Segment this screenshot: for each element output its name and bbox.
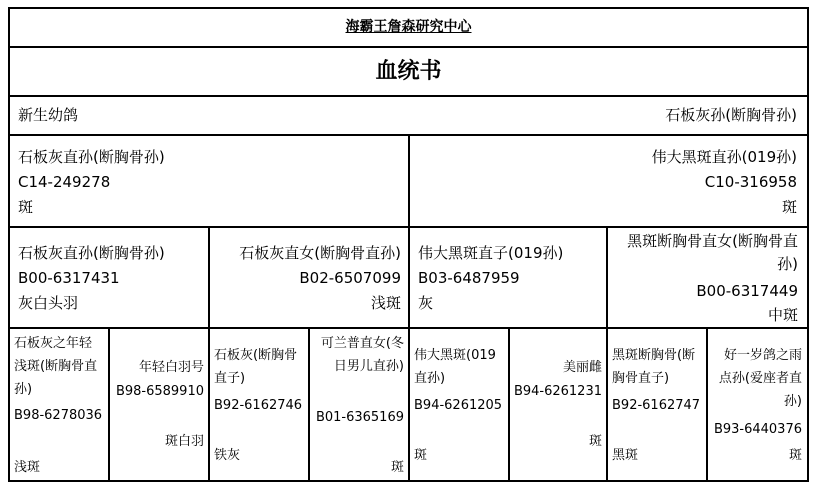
divider — [108, 327, 110, 482]
g3-0-ring: B98-6278036 — [14, 408, 103, 423]
g3-1-color: 斑白羽 — [164, 434, 204, 449]
g3-2-color: 铁灰 — [214, 448, 241, 463]
sd-desc: 石板灰直女(断胸骨直孙) — [239, 244, 401, 262]
g3-6-desc: 黑斑断胸骨(断胸骨直子) — [612, 348, 696, 386]
g3-2-desc: 石板灰(断胸骨直子) — [214, 348, 298, 386]
ss-desc: 石板灰直孙(断胸骨孙) — [18, 244, 165, 262]
divider — [308, 327, 310, 482]
dam-color: 斑 — [781, 198, 797, 216]
divider — [408, 134, 410, 482]
divider — [8, 95, 809, 97]
g3-4-ring: B94-6261205 — [414, 398, 503, 413]
sd-color: 浅斑 — [370, 294, 401, 312]
g3-1-ring: B98-6589910 — [115, 384, 204, 399]
g3-7-ring: B93-6440376 — [713, 422, 802, 437]
dd-ring: B00-6317449 — [696, 282, 798, 300]
ss-color: 灰白头羽 — [18, 294, 79, 312]
bird-name: 新生幼鸽 — [18, 106, 79, 124]
g3-4-color: 斑 — [414, 448, 428, 463]
sd-ring: B02-6507099 — [299, 269, 401, 287]
bird-lineage: 石板灰孙(断胸骨孙) — [665, 106, 797, 124]
g3-5-desc: 美丽雌 — [562, 360, 602, 375]
sire-color: 斑 — [18, 198, 34, 216]
document-title: 血统书 — [375, 59, 442, 84]
dam-ring: C10-316958 — [704, 173, 797, 191]
g3-0-desc: 石板灰之年轻浅斑(断胸骨直孙) — [14, 336, 98, 397]
divider — [208, 226, 210, 482]
divider — [508, 327, 510, 482]
dd-color: 中斑 — [767, 306, 798, 324]
g3-1-desc: 年轻白羽号 — [138, 360, 204, 375]
sire-desc: 石板灰直孙(断胸骨孙) — [18, 148, 165, 166]
g3-6-color: 黑斑 — [612, 448, 639, 463]
dd-desc: 黑斑断胸骨直女(断胸骨直孙) — [627, 232, 798, 273]
g3-3-color: 斑 — [390, 460, 404, 475]
org-name: 海霸王詹森研究中心 — [345, 19, 472, 35]
g3-2-ring: B92-6162746 — [214, 398, 303, 413]
ds-desc: 伟大黑斑直子(019孙) — [418, 244, 564, 262]
g3-4-desc: 伟大黑斑(019直孙) — [414, 348, 496, 386]
g3-5-ring: B94-6261231 — [513, 384, 602, 399]
g3-7-color: 斑 — [788, 448, 802, 463]
g3-3-ring: B01-6365169 — [315, 410, 404, 425]
g3-0-color: 浅斑 — [14, 460, 41, 475]
dam-desc: 伟大黑斑直孙(019孙) — [651, 148, 797, 166]
divider — [606, 226, 608, 482]
sire-ring: C14-249278 — [18, 173, 111, 191]
g3-6-ring: B92-6162747 — [612, 398, 701, 413]
g3-5-color: 斑 — [588, 434, 602, 449]
g3-3-desc: 可兰普直女(冬日男儿直孙) — [320, 336, 404, 374]
ss-ring: B00-6317431 — [18, 269, 120, 287]
g3-7-desc: 好一岁鸽之雨点孙(爱座者直孙) — [718, 348, 802, 409]
ds-ring: B03-6487959 — [418, 269, 520, 287]
ds-color: 灰 — [418, 294, 434, 312]
divider — [8, 46, 809, 48]
